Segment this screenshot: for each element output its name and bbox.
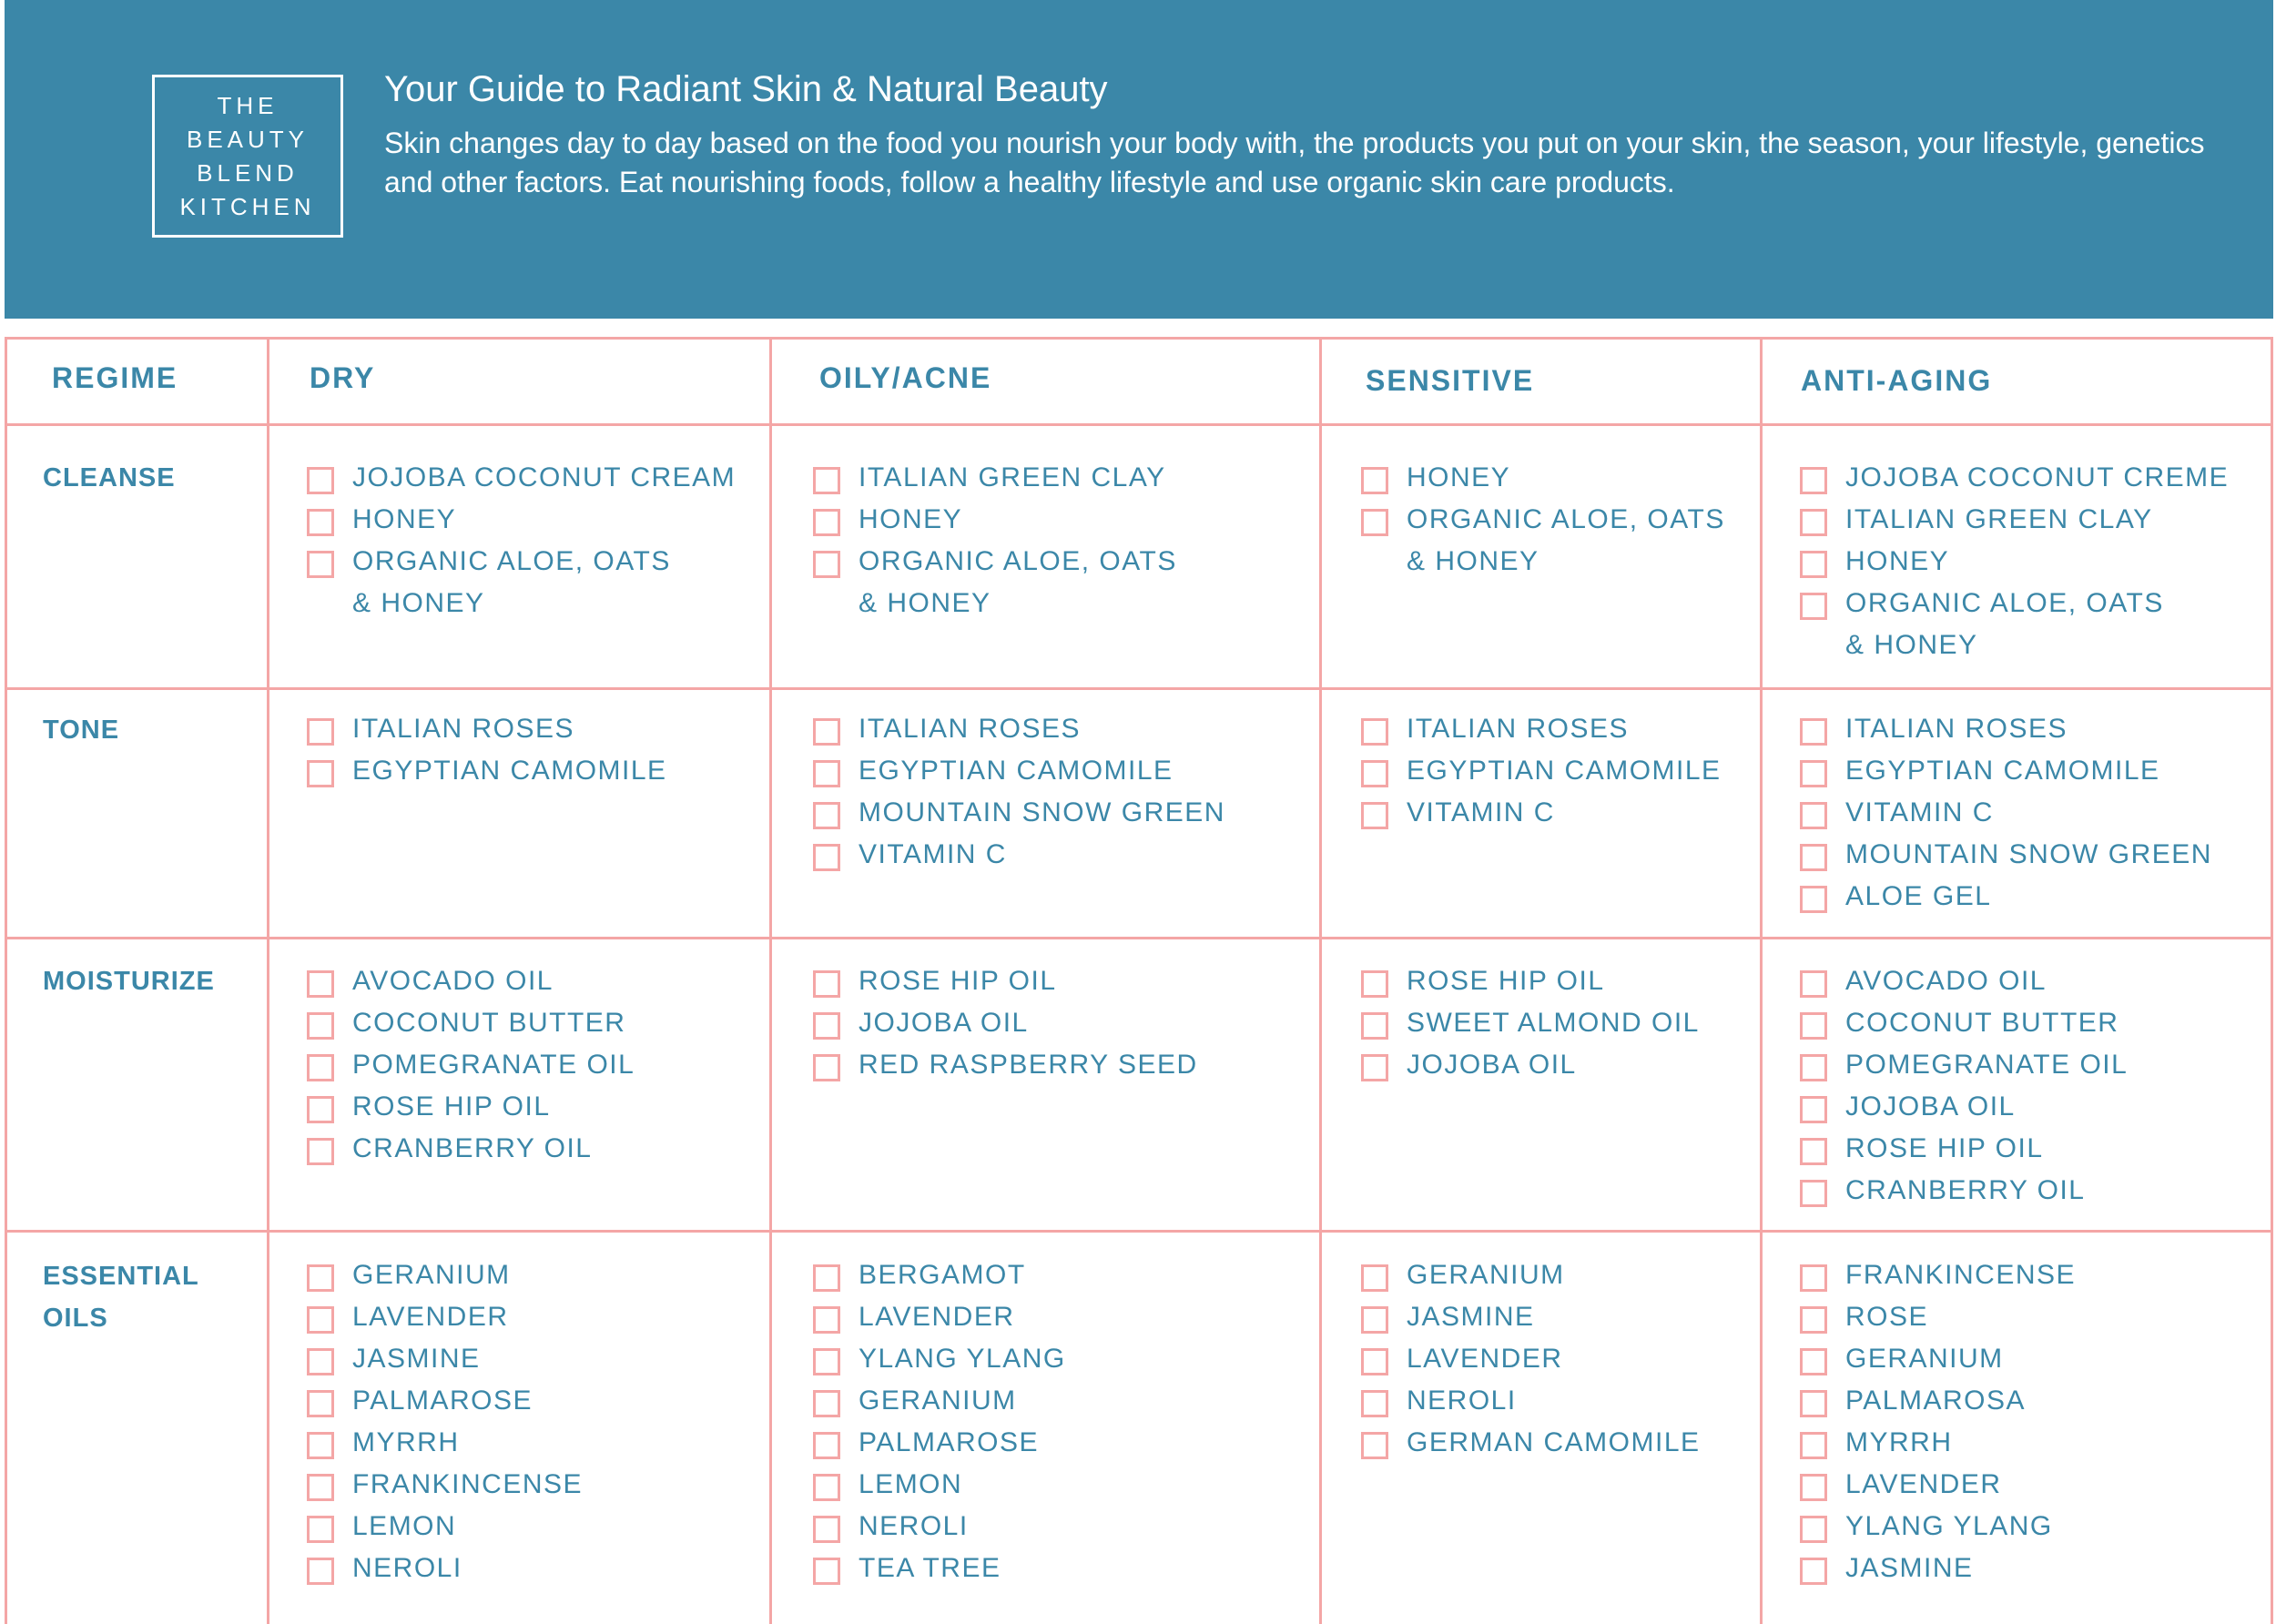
checklist-item-label: MOUNTAIN SNOW GREEN bbox=[1845, 839, 2212, 869]
checkbox[interactable] bbox=[1800, 1390, 1827, 1417]
checklist-item-label: VITAMIN C bbox=[1845, 797, 1994, 827]
checkbox[interactable] bbox=[1800, 1264, 1827, 1292]
checklist-cell bbox=[813, 716, 1225, 883]
checklist-item-label: HONEY bbox=[859, 504, 963, 534]
row-header-essential-oils: ESSENTIAL OILS bbox=[43, 1262, 199, 1333]
checklist-item[interactable] bbox=[813, 1051, 1198, 1093]
checkbox[interactable] bbox=[1361, 1432, 1388, 1459]
checkbox[interactable] bbox=[1800, 1012, 1827, 1040]
grid-line bbox=[5, 937, 2273, 939]
checkbox[interactable] bbox=[307, 509, 334, 536]
checklist-cell bbox=[307, 464, 736, 632]
checkbox[interactable] bbox=[1800, 802, 1827, 829]
checkbox[interactable] bbox=[1361, 1264, 1388, 1292]
checklist-item-label: ITALIAN GREEN CLAY bbox=[1845, 504, 2153, 534]
checkbox[interactable] bbox=[307, 1390, 334, 1417]
checklist-item-label: LAVENDER bbox=[1845, 1469, 2002, 1499]
checklist-item-label: YLANG YLANG bbox=[1845, 1511, 2053, 1541]
checklist-item-label: BERGAMOT bbox=[859, 1260, 1026, 1290]
checklist-item-label: GERMAN CAMOMILE bbox=[1407, 1427, 1701, 1457]
grid-line bbox=[5, 337, 2273, 340]
checklist-item-label: HONEY bbox=[1845, 546, 1950, 576]
checkbox[interactable] bbox=[1800, 1558, 1827, 1585]
checkbox[interactable] bbox=[813, 1054, 840, 1081]
checkbox[interactable] bbox=[1361, 1012, 1388, 1040]
checklist-item-label: MYRRH bbox=[352, 1427, 460, 1457]
checklist-item-label: ITALIAN ROSES bbox=[1845, 714, 2068, 744]
checkbox[interactable] bbox=[307, 1054, 334, 1081]
checklist-item-label: PALMAROSA bbox=[1845, 1385, 2026, 1416]
logo-line: BLEND bbox=[197, 158, 299, 187]
checkbox[interactable] bbox=[307, 760, 334, 787]
checklist-item-label: ALOE GEL bbox=[1845, 881, 1992, 911]
checkbox[interactable] bbox=[813, 1012, 840, 1040]
checklist-item-label: LEMON bbox=[352, 1511, 457, 1541]
checkbox[interactable] bbox=[1800, 718, 1827, 746]
checklist-item-label: HONEY bbox=[1407, 462, 1511, 492]
checklist-item-label: MYRRH bbox=[1845, 1427, 1953, 1457]
checklist-item-label: JOJOBA COCONUT CREAM bbox=[352, 462, 737, 492]
checklist-item-label: COCONUT BUTTER bbox=[352, 1008, 626, 1038]
checkbox[interactable] bbox=[307, 1432, 334, 1459]
checklist-item[interactable] bbox=[307, 1555, 583, 1597]
checklist-item[interactable] bbox=[813, 841, 1225, 883]
checklist-item-label: GERANIUM bbox=[352, 1260, 511, 1290]
checkbox[interactable] bbox=[813, 1390, 840, 1417]
column-header-regime: REGIME bbox=[52, 361, 178, 394]
checklist-item[interactable] bbox=[1800, 1555, 2076, 1597]
checklist-item-label: ORGANIC ALOE, OATS & HONEY bbox=[352, 546, 671, 618]
checklist-item-label: ROSE bbox=[1845, 1302, 1929, 1332]
checkbox[interactable] bbox=[307, 1096, 334, 1123]
grid-line bbox=[5, 687, 2273, 690]
checklist-item-label: LAVENDER bbox=[859, 1302, 1015, 1332]
checklist-item-label: ROSE HIP OIL bbox=[352, 1091, 551, 1122]
checkbox[interactable] bbox=[1800, 886, 1827, 913]
checklist-item-label: ORGANIC ALOE, OATS & HONEY bbox=[859, 546, 1177, 618]
checklist-cell bbox=[307, 716, 667, 799]
checklist-item-label: MOUNTAIN SNOW GREEN bbox=[859, 797, 1225, 827]
checklist-item-label: GERANIUM bbox=[1407, 1260, 1565, 1290]
checklist-item-label: NEROLI bbox=[352, 1553, 462, 1583]
checkbox[interactable] bbox=[813, 1558, 840, 1585]
checkbox[interactable] bbox=[813, 970, 840, 998]
checklist-item-label: ORGANIC ALOE, OATS & HONEY bbox=[1407, 504, 1725, 576]
checklist-item-label: FRANKINCENSE bbox=[352, 1469, 584, 1499]
checklist-item-label: EGYPTIAN CAMOMILE bbox=[1845, 756, 2160, 786]
checkbox[interactable] bbox=[1800, 1096, 1827, 1123]
checklist-cell bbox=[1800, 968, 2128, 1219]
checkbox[interactable] bbox=[813, 1474, 840, 1501]
grid-line bbox=[267, 337, 269, 1624]
checklist-cell bbox=[1800, 716, 2212, 925]
checklist-item-label: ROSE HIP OIL bbox=[1407, 966, 1605, 996]
checklist-item[interactable] bbox=[1800, 1262, 2076, 1304]
checklist-item-label: JOJOBA COCONUT CREME bbox=[1845, 462, 2230, 492]
checkbox[interactable] bbox=[813, 551, 840, 578]
checkbox[interactable] bbox=[1800, 760, 1827, 787]
checkbox[interactable] bbox=[1800, 1180, 1827, 1207]
checkbox[interactable] bbox=[813, 1516, 840, 1543]
checkbox[interactable] bbox=[307, 1474, 334, 1501]
checklist-cell bbox=[307, 968, 635, 1177]
checklist-item-label: ROSE HIP OIL bbox=[1845, 1133, 2044, 1163]
column-header-sensitive: SENSITIVE bbox=[1366, 364, 1535, 397]
checklist-item-label: SWEET ALMOND OIL bbox=[1407, 1008, 1700, 1038]
checklist-item-label: GERANIUM bbox=[1845, 1344, 2004, 1374]
checklist-item-label: NEROLI bbox=[859, 1511, 969, 1541]
checkbox[interactable] bbox=[1800, 844, 1827, 871]
checkbox[interactable] bbox=[1800, 1432, 1827, 1459]
checkbox[interactable] bbox=[307, 1264, 334, 1292]
column-header-anti-aging: ANTI-AGING bbox=[1801, 364, 1993, 397]
checklist-item-label: YLANG YLANG bbox=[859, 1344, 1066, 1374]
checkbox[interactable] bbox=[1800, 1348, 1827, 1375]
checkbox[interactable] bbox=[307, 1558, 334, 1585]
checkbox[interactable] bbox=[1800, 467, 1827, 494]
checklist-item-label: PALMAROSE bbox=[352, 1385, 533, 1416]
checklist-item-label: ITALIAN ROSES bbox=[859, 714, 1082, 744]
checkbox[interactable] bbox=[813, 802, 840, 829]
checklist-item[interactable] bbox=[1361, 799, 1722, 841]
checklist-item[interactable] bbox=[1800, 590, 2229, 674]
checklist-cell bbox=[1800, 1262, 2076, 1597]
checkbox[interactable] bbox=[1361, 718, 1388, 746]
checklist-item[interactable] bbox=[1800, 1177, 2128, 1219]
brand-logo bbox=[152, 75, 343, 238]
checklist-cell bbox=[1361, 968, 1700, 1093]
checklist-cell bbox=[1800, 464, 2229, 674]
checkbox[interactable] bbox=[307, 970, 334, 998]
checklist-item-label: RED RASPBERRY SEED bbox=[859, 1050, 1198, 1080]
checklist-item[interactable] bbox=[307, 757, 667, 799]
checkbox[interactable] bbox=[813, 1432, 840, 1459]
checklist-item-label: LEMON bbox=[859, 1469, 963, 1499]
checklist-item-label: AVOCADO OIL bbox=[352, 966, 554, 996]
checklist-item-label: JOJOBA OIL bbox=[1407, 1050, 1577, 1080]
checklist-cell bbox=[1361, 716, 1722, 841]
logo-line: THE bbox=[217, 91, 279, 119]
checklist-item-label: JASMINE bbox=[1845, 1553, 1974, 1583]
checklist-cell bbox=[813, 1262, 1066, 1597]
checklist-item-label: EGYPTIAN CAMOMILE bbox=[1407, 756, 1722, 786]
checkbox[interactable] bbox=[813, 718, 840, 746]
checklist-item[interactable] bbox=[1361, 506, 1725, 590]
intro-text: Skin changes day to day based on the food you nourish your body with, the products you put on your skin, the season, your lifestyle, genetics and other factors. Eat nourishing foods, follow a healthy lifestyle and use organic skin care products. bbox=[384, 127, 2205, 198]
checklist-item-label: CRANBERRY OIL bbox=[1845, 1175, 2086, 1205]
checkbox[interactable] bbox=[1800, 1054, 1827, 1081]
checklist-item-label: JOJOBA OIL bbox=[859, 1008, 1029, 1038]
checkbox[interactable] bbox=[307, 1306, 334, 1334]
checklist-item[interactable] bbox=[813, 1555, 1066, 1597]
row-header-moisturize: MOISTURIZE bbox=[43, 967, 215, 996]
checkbox[interactable] bbox=[307, 1516, 334, 1543]
grid-line bbox=[5, 423, 2273, 426]
checkbox[interactable] bbox=[1800, 1474, 1827, 1501]
checkbox[interactable] bbox=[1800, 970, 1827, 998]
row-header-cleanse: CLEANSE bbox=[43, 463, 176, 492]
checkbox[interactable] bbox=[1361, 802, 1388, 829]
checklist-item-label: EGYPTIAN CAMOMILE bbox=[859, 756, 1174, 786]
logo-line: BEAUTY bbox=[186, 125, 310, 153]
checkbox[interactable] bbox=[307, 467, 334, 494]
row-header-tone: TONE bbox=[43, 716, 120, 745]
checkbox[interactable] bbox=[1361, 760, 1388, 787]
checklist-item-label: LAVENDER bbox=[352, 1302, 509, 1332]
checklist-item-label: ROSE HIP OIL bbox=[859, 966, 1057, 996]
checklist-item-label: NEROLI bbox=[1407, 1385, 1517, 1416]
checkbox[interactable] bbox=[813, 844, 840, 871]
checkbox[interactable] bbox=[307, 718, 334, 746]
checkbox[interactable] bbox=[813, 467, 840, 494]
checkbox[interactable] bbox=[307, 1138, 334, 1165]
checkbox[interactable] bbox=[307, 551, 334, 578]
checklist-cell bbox=[1361, 1262, 1701, 1471]
checkbox[interactable] bbox=[813, 1348, 840, 1375]
checkbox[interactable] bbox=[1361, 1054, 1388, 1081]
checklist-item-label: ORGANIC ALOE, OATS & HONEY bbox=[1845, 588, 2164, 660]
checklist-item-label: JOJOBA OIL bbox=[1845, 1091, 2016, 1122]
checkbox[interactable] bbox=[1800, 1516, 1827, 1543]
checklist-cell bbox=[813, 968, 1198, 1093]
checkbox[interactable] bbox=[1800, 1306, 1827, 1334]
checklist-item-label: COCONUT BUTTER bbox=[1845, 1008, 2119, 1038]
checklist-item-label: CRANBERRY OIL bbox=[352, 1133, 593, 1163]
checklist-item[interactable] bbox=[813, 548, 1177, 632]
checklist-item[interactable] bbox=[307, 1135, 635, 1177]
checkbox[interactable] bbox=[813, 509, 840, 536]
checkbox[interactable] bbox=[1361, 1390, 1388, 1417]
checklist-item-label: POMEGRANATE OIL bbox=[352, 1050, 635, 1080]
checklist-item[interactable] bbox=[307, 548, 736, 632]
checklist-item-label: PALMAROSE bbox=[859, 1427, 1039, 1457]
logo-line: KITCHEN bbox=[179, 192, 316, 220]
checkbox[interactable] bbox=[1361, 970, 1388, 998]
checkbox[interactable] bbox=[1800, 509, 1827, 536]
checkbox[interactable] bbox=[813, 760, 840, 787]
checkbox[interactable] bbox=[307, 1012, 334, 1040]
checklist-cell bbox=[307, 1262, 583, 1597]
checklist-item-label: FRANKINCENSE bbox=[1845, 1260, 2077, 1290]
grid-line bbox=[1319, 337, 1322, 1624]
checklist-item-label: VITAMIN C bbox=[859, 839, 1007, 869]
checklist-item-label: AVOCADO OIL bbox=[1845, 966, 2047, 996]
grid-line bbox=[5, 337, 7, 1624]
grid-line bbox=[5, 1230, 2273, 1233]
checkbox[interactable] bbox=[1361, 1306, 1388, 1334]
grid-line bbox=[1760, 337, 1763, 1624]
checkbox[interactable] bbox=[1361, 1348, 1388, 1375]
checklist-item-label: POMEGRANATE OIL bbox=[1845, 1050, 2129, 1080]
checkbox[interactable] bbox=[1800, 551, 1827, 578]
checklist-item-label: ITALIAN GREEN CLAY bbox=[859, 462, 1166, 492]
grid-line bbox=[2271, 337, 2273, 1624]
checkbox[interactable] bbox=[1800, 1138, 1827, 1165]
checkbox[interactable] bbox=[813, 1264, 840, 1292]
grid-line bbox=[769, 337, 772, 1624]
checkbox[interactable] bbox=[1800, 593, 1827, 620]
checklist-item-label: JASMINE bbox=[1407, 1302, 1535, 1332]
checklist-item-label: ITALIAN ROSES bbox=[352, 714, 575, 744]
column-header-dry: DRY bbox=[310, 361, 376, 394]
checklist-item[interactable] bbox=[1361, 1051, 1700, 1093]
checklist-item-label: HONEY bbox=[352, 504, 457, 534]
checkbox[interactable] bbox=[813, 1306, 840, 1334]
checklist-item[interactable] bbox=[1361, 1429, 1701, 1471]
checkbox[interactable] bbox=[1361, 509, 1388, 536]
checklist-item[interactable] bbox=[1800, 883, 2212, 925]
checklist-item-label: LAVENDER bbox=[1407, 1344, 1563, 1374]
column-header-oily-acne: OILY/ACNE bbox=[819, 361, 992, 394]
checklist-item-label: ITALIAN ROSES bbox=[1407, 714, 1630, 744]
checklist-cell bbox=[813, 464, 1177, 632]
page-title: Your Guide to Radiant Skin & Natural Beauty bbox=[384, 69, 1108, 109]
checklist-item-label: GERANIUM bbox=[859, 1385, 1017, 1416]
checklist-item-label: JASMINE bbox=[352, 1344, 481, 1374]
checkbox[interactable] bbox=[1361, 467, 1388, 494]
checklist-item-label: EGYPTIAN CAMOMILE bbox=[352, 756, 667, 786]
checklist-item-label: VITAMIN C bbox=[1407, 797, 1555, 827]
checklist-cell bbox=[1361, 464, 1725, 590]
checklist-item-label: TEA TREE bbox=[859, 1553, 1001, 1583]
checkbox[interactable] bbox=[307, 1348, 334, 1375]
